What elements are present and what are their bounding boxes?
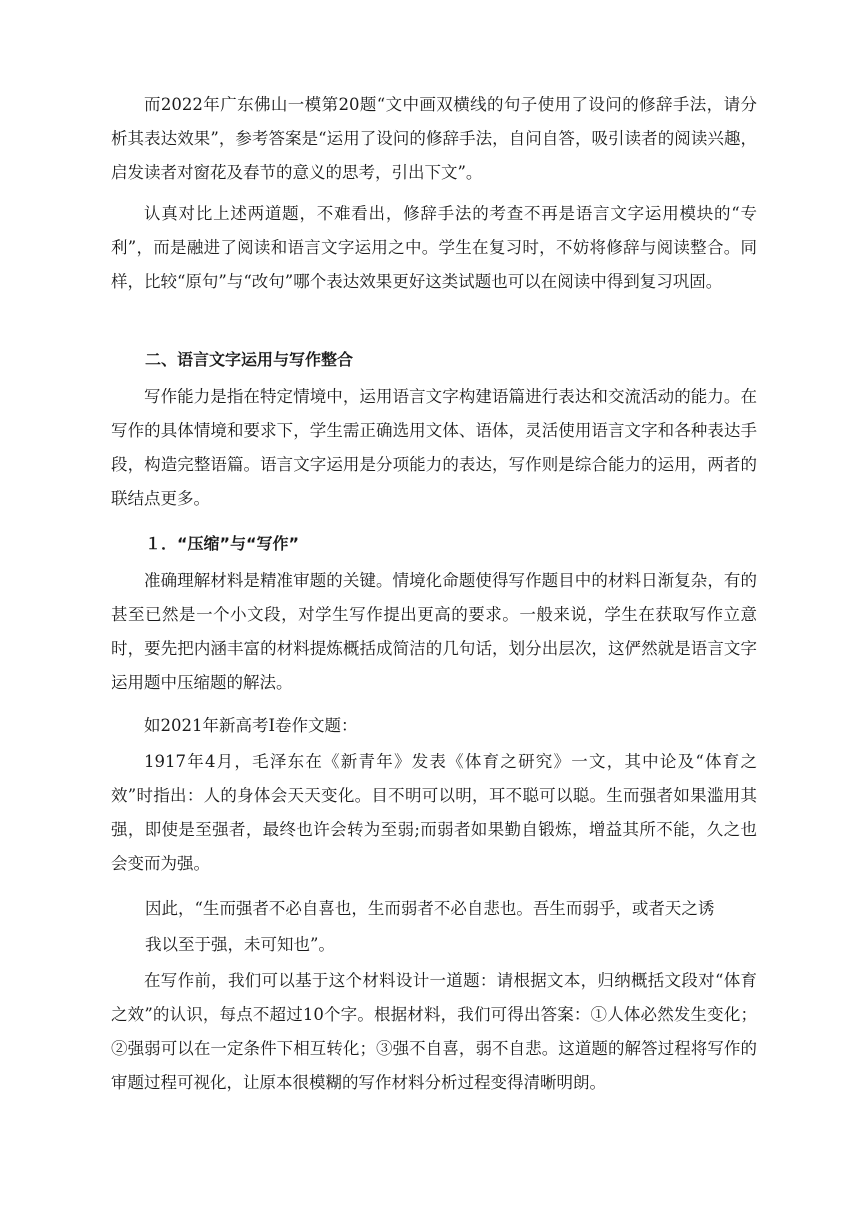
paragraph-example-intro: 如2021年新高考Ⅰ卷作文题：: [144, 716, 358, 735]
section-heading: 二、语言文字运用与写作整合: [145, 350, 354, 369]
paragraph-mao-quote: 1917年4月，毛泽东在《新青年》发表《体育之研究》一文，其中论及“体育之效”时指出：人的身体会天天变化。目不明可以明，耳不聪可以聪。生而强者如果滥用其强，即使是至强者，最终也许会转为至弱;而弱者如果勤自锻炼，增益其所不能，久之也会变而为强。: [111, 752, 757, 873]
paragraph-comparison: 认真对比上述两道题，不难看出，修辞手法的考查不再是语言文字运用模块的“专利”，而是融进了阅读和语言文字运用之中。学生在复习时，不妨将修辞与阅读整合。同样，比较“原句”与“改句”哪个表达效果更好这类试题也可以在阅读中得到复习巩固。: [111, 204, 757, 291]
subheading-compress-writing: １．“压缩”与“写作”: [145, 534, 300, 553]
quote-line-2: 我以至于强，未可知也”。: [145, 935, 335, 954]
quote-line-1: 因此，“生而强者不必自喜也，生而弱者不必自悲也。吾生而弱乎，或者天之诱: [145, 899, 715, 918]
paragraph-exercise-design: 在写作前，我们可以基于这个材料设计一道题：请根据文本，归纳概括文段对“体育之效”的认识，每点不超过10个字。根据材料，我们可得出答案：①人体必然发生变化；②强弱可以在一定条件下相互转化；③强不自喜，弱不自悲。这道题的解答过程将写作的审题过程可视化，让原本很模糊的写作材料分析过程变得清晰明朗。: [111, 971, 757, 1092]
paragraph-material-understanding: 准确理解材料是精准审题的关键。情境化命题使得写作题目中的材料日渐复杂，有的甚至已然是一个小文段，对学生写作提出更高的要求。一般来说，学生在获取写作立意时，要先把内涵丰富的材料提炼概括成简洁的几句话，划分出层次，这俨然就是语言文字运用题中压缩题的解法。: [111, 571, 757, 692]
paragraph-foshan-question: 而2022年广东佛山一模第20题“文中画双横线的句子使用了设问的修辞手法，请分析其表达效果”，参考答案是“运用了设问的修辞手法，自问自答，吸引读者的阅读兴趣，启发读者对窗花及春节的意义的思考，引出下文”。: [111, 95, 757, 182]
paragraph-writing-ability: 写作能力是指在特定情境中，运用语言文字构建语篇进行表达和交流活动的能力。在写作的具体情境和要求下，学生需正确选用文体、语体，灵活使用语言文字和各种表达手段，构造完整语篇。语言文字运用是分项能力的表达，写作则是综合能力的运用，两者的联结点更多。: [111, 387, 757, 508]
